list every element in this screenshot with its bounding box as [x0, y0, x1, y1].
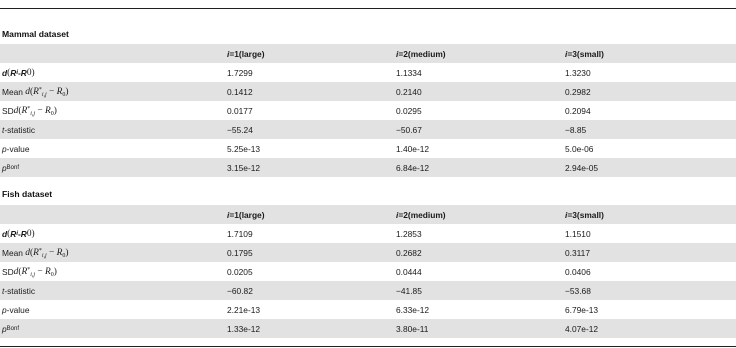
row-label-p-value: p -value	[2, 304, 30, 315]
cell-value: 3.80e-11	[396, 323, 429, 334]
row-label-p-bonf: p Bonf	[2, 162, 20, 173]
cell-value: 0.2094	[565, 105, 591, 116]
fish-section-title: Fish dataset	[2, 189, 53, 199]
mammal-header-col3: i = 3 (small)	[565, 48, 604, 59]
cell-value: 3.15e-12	[227, 162, 261, 173]
cell-value: −41.85	[396, 285, 422, 296]
table-row	[0, 139, 736, 158]
row-label-p-bonf: p Bonf	[2, 323, 20, 334]
table-row	[0, 224, 736, 243]
table-row	[0, 82, 736, 101]
cell-value: 0.2140	[396, 86, 422, 97]
cell-value: 0.2682	[396, 247, 422, 258]
fish-header-col1: i = 1 (large)	[227, 209, 265, 220]
top-rule	[0, 8, 736, 9]
mammal-section-title: Mammal dataset	[2, 29, 69, 39]
cell-value: 0.0205	[227, 266, 253, 277]
cell-value: −55.24	[227, 124, 253, 135]
cell-value: 5.0e-06	[565, 143, 594, 154]
fish-header-col3: i = 3 (small)	[565, 209, 604, 220]
cell-value: 0.0444	[396, 266, 422, 277]
cell-value: 5.25e-13	[227, 143, 261, 154]
cell-value: 0.2982	[565, 86, 591, 97]
table-row	[0, 281, 736, 300]
mammal-header-col1: i = 1 (large)	[227, 48, 265, 59]
cell-value: 4.07e-12	[565, 323, 599, 334]
table-row	[0, 262, 736, 281]
mammal-header-col2: i = 2 (medium)	[396, 48, 446, 59]
table-row	[0, 300, 736, 319]
cell-value: 6.79e-13	[565, 304, 599, 315]
cell-value: 0.0406	[565, 266, 591, 277]
cell-value: 1.7299	[227, 67, 253, 78]
table-row	[0, 158, 736, 177]
row-label-mean: Mean $d(R^*_{i,j} - R_0)$	[2, 86, 69, 98]
fish-header-col2: i = 2 (medium)	[396, 209, 446, 220]
cell-value: 2.94e-05	[565, 162, 599, 173]
table-row	[0, 63, 736, 82]
cell-value: 0.0295	[396, 105, 422, 116]
cell-value: −50.67	[396, 124, 422, 135]
cell-value: 1.3230	[565, 67, 591, 78]
row-label-mean: Mean $d(R^*_{i,j} - R_0)$	[2, 247, 69, 259]
table-row	[0, 243, 736, 262]
cell-value: 6.33e-12	[396, 304, 430, 315]
bottom-rule	[0, 346, 736, 347]
row-label-sd: SD $d(R^*_{i,j} - R_0)$	[2, 105, 57, 117]
cell-value: 1.40e-12	[396, 143, 430, 154]
cell-value: 0.1795	[227, 247, 253, 258]
cell-value: 6.84e-12	[396, 162, 430, 173]
cell-value: −60.82	[227, 285, 253, 296]
cell-value: −53.68	[565, 285, 591, 296]
row-label-sd: SD $d(R^*_{i,j} - R_0)$	[2, 266, 57, 278]
cell-value: −8.85	[565, 124, 587, 135]
table-row	[0, 101, 736, 120]
mammal-header-row	[0, 44, 736, 63]
row-label-d: d ( R i - R 0 )	[2, 67, 35, 78]
table-row	[0, 319, 736, 338]
cell-value: 0.0177	[227, 105, 253, 116]
table-row	[0, 120, 736, 139]
cell-value: 1.1510	[565, 228, 591, 239]
cell-value: 1.1334	[396, 67, 422, 78]
cell-value: 0.3117	[565, 247, 590, 258]
fish-header-row	[0, 205, 736, 224]
cell-value: 1.2853	[396, 228, 422, 239]
cell-value: 2.21e-13	[227, 304, 261, 315]
cell-value: 0.1412	[227, 86, 253, 97]
cell-value: 1.33e-12	[227, 323, 261, 334]
row-label-p-value: p -value	[2, 143, 30, 154]
row-label-t-statistic: t -statistic	[2, 124, 36, 135]
row-label-t-statistic: t -statistic	[2, 285, 36, 296]
cell-value: 1.7109	[227, 228, 253, 239]
row-label-d: d ( R i - R 0 )	[2, 228, 35, 239]
